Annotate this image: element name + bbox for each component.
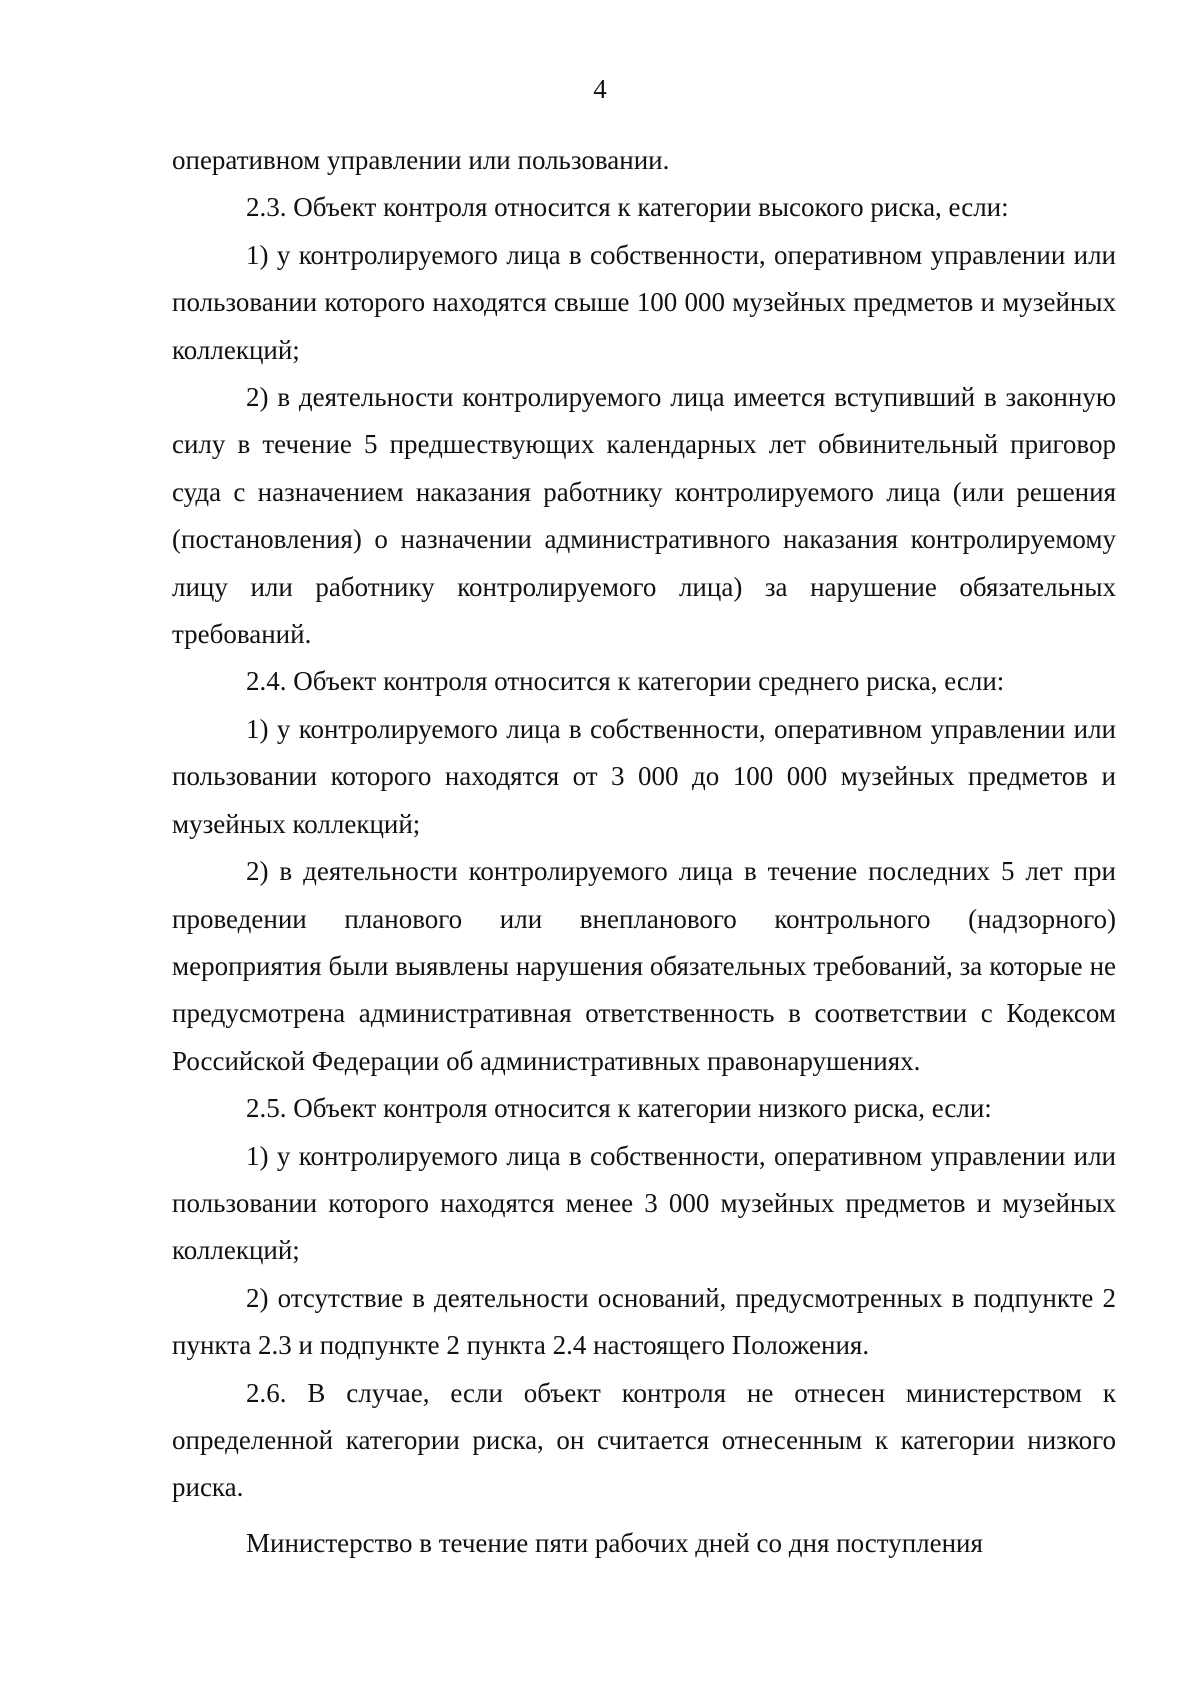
page-number: 4 xyxy=(593,74,607,104)
paragraph-2-3-heading: 2.3. Объект контроля относится к категории высокого риска, если: xyxy=(246,192,1009,223)
paragraph-2-5-item-1: 1) у контролируемого лица в собственности, оперативном управлении или пользовании которого находятся менее 3 000 музейных предметов и музейных коллекций; xyxy=(172,1140,1116,1266)
document-body xyxy=(172,137,1116,1567)
paragraph-2-4-item-2: 2) в деятельности контролируемого лица в течение последних 5 лет при проведении планового или внепланового контрольного (надзорного) мероприятия были выявлены нарушения обязательных требований, за которые не предусмотрена административная ответственность в соответствии с Кодексом Российской Федерации об административных правонарушениях. xyxy=(172,856,1116,1076)
paragraph-2-4-item-1: 1) у контролируемого лица в собственности, оперативном управлении или пользовании которого находятся от 3 000 до 100 000 музейных предметов и музейных коллекций; xyxy=(172,713,1116,839)
paragraph-2-3-item-1: 1) у контролируемого лица в собственности, оперативном управлении или пользовании которого находятся свыше 100 000 музейных предметов и музейных коллекций; xyxy=(172,239,1116,365)
paragraph-2-5-item-2: 2) отсутствие в деятельности оснований, предусмотренных в подпункте 2 пункта 2.3 и подпункте 2 пункта 2.4 настоящего Положения. xyxy=(172,1282,1116,1361)
paragraph-2-4-heading: 2.4. Объект контроля относится к категории среднего риска, если: xyxy=(246,666,1005,697)
paragraph-2-6: 2.6. В случае, если объект контроля не отнесен министерством к определенной категории риска, он считается отнесенным к категории низкого риска. xyxy=(172,1377,1116,1503)
paragraph-2-3-item-2: 2) в деятельности контролируемого лица имеется вступивший в законную силу в течение 5 предшествующих календарных лет обвинительный приговор суда с назначением наказания работнику контролируемого лица (или решения (постановления) о назначении административного наказания контролируемому лицу или работнику контролируемого лица) за нарушение обязательных требований. xyxy=(172,382,1116,650)
paragraph-continuation: оперативном управлении или пользовании. xyxy=(172,145,670,175)
paragraph-ministry: Министерство в течение пяти рабочих дней со дня поступления xyxy=(246,1527,983,1558)
paragraph-2-5-heading: 2.5. Объект контроля относится к категории низкого риска, если: xyxy=(246,1093,992,1124)
